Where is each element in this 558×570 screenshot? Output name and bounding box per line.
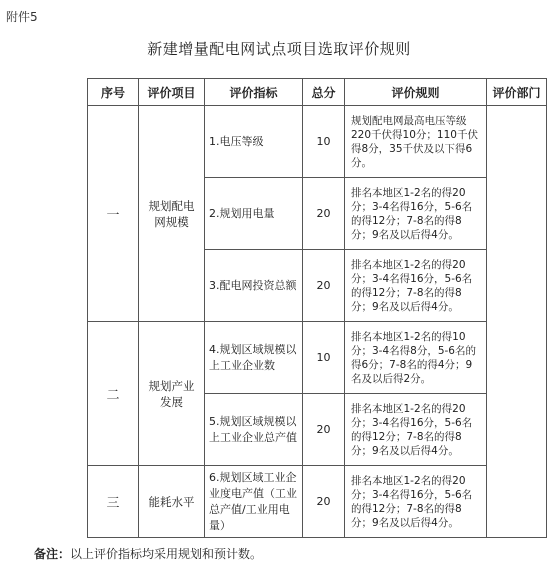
- attachment-label: 附件5: [6, 10, 38, 24]
- group-seq: 三: [88, 466, 139, 538]
- footnote-text: 以上评价指标均采用规划和预计数。: [70, 547, 263, 561]
- group-item: 规划产业发展: [139, 322, 205, 466]
- header-dept: 评价部门: [487, 79, 547, 106]
- indicator-cell: 2.规划用电量: [205, 178, 303, 250]
- rule-cell: 排名本地区1-2名的得20分；3-4名得16分，5-6名的得12分；7-8名的得8分；9名及以后得4分。: [345, 178, 487, 250]
- header-seq: 序号: [88, 79, 139, 106]
- score-cell: 20: [303, 466, 345, 538]
- header-item: 评价项目: [139, 79, 205, 106]
- footnote-label: 备注：: [34, 547, 71, 561]
- group-seq: 二: [88, 322, 139, 466]
- rule-cell: 排名本地区1-2名的得20分；3-4名得16分，5-6名的得12分；7-8名的得8分；9名及以后得4分。: [345, 250, 487, 322]
- table-header-row: [88, 79, 547, 106]
- table-row: [88, 322, 547, 394]
- page-title: 新建增量配电网试点项目选取评价规则: [147, 40, 411, 58]
- group-item: 能耗水平: [139, 466, 205, 538]
- indicator-cell: 3.配电网投资总额: [205, 250, 303, 322]
- indicator-cell: 4.规划区域规模以上工业企业数: [205, 322, 303, 394]
- indicator-cell: 1.电压等级: [205, 106, 303, 178]
- score-cell: 20: [303, 394, 345, 466]
- group-item: 规划配电网规模: [139, 106, 205, 322]
- group-seq: 一: [88, 106, 139, 322]
- table-row: [88, 466, 547, 538]
- rule-cell: 规划配电网最高电压等级220千伏得10分；110千伏得8分，35千伏及以下得6分。: [345, 106, 487, 178]
- header-score: 总分: [303, 79, 345, 106]
- rule-cell: 排名本地区1-2名的得20分；3-4名得16分，5-6名的得12分；7-8名的得8分；9名及以后得4分。: [345, 466, 487, 538]
- dept-cell: [487, 106, 547, 538]
- score-cell: 10: [303, 106, 345, 178]
- indicator-cell: 6.规划区域工业企业度电产值（工业总产值/工业用电量）: [205, 466, 303, 538]
- indicator-cell: 5.规划区域规模以上工业企业总产值: [205, 394, 303, 466]
- score-cell: 20: [303, 250, 345, 322]
- rule-cell: 排名本地区1-2名的得10分；3-4名得8分，5-6名的得6分；7-8名的得4分；9名及以后得2分。: [345, 322, 487, 394]
- rule-cell: 排名本地区1-2名的得20分；3-4名得16分，5-6名的得12分；7-8名的得8分；9名及以后得4分。: [345, 394, 487, 466]
- header-indicator: 评价指标: [205, 79, 303, 106]
- evaluation-table: [87, 78, 547, 538]
- score-cell: 10: [303, 322, 345, 394]
- score-cell: 20: [303, 178, 345, 250]
- header-rule: 评价规则: [345, 79, 487, 106]
- table-row: [88, 106, 547, 178]
- footnote: [34, 545, 262, 562]
